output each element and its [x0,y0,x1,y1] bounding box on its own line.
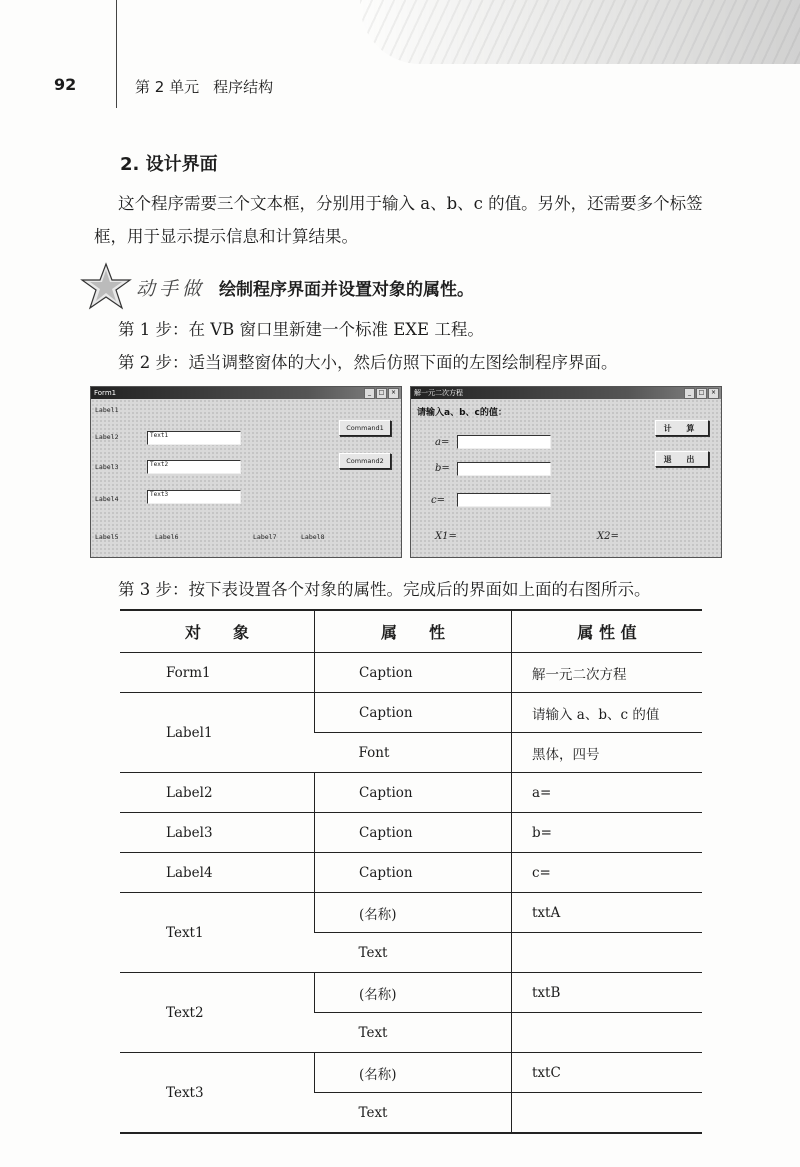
table-row [120,693,702,733]
header-decoration [360,0,800,64]
property-cell: Caption [315,693,512,733]
object-cell: Label3 [120,813,315,853]
value-cell [512,933,703,973]
activity-text: 绘制程序界面并设置对象的属性。 [219,279,475,300]
header-property: 属 性 [315,610,512,653]
close-icon[interactable]: × [708,388,719,399]
table-row [120,653,702,693]
finished-form-window [410,386,722,558]
form-design-window [90,386,402,558]
txtB-input[interactable] [457,462,551,476]
object-cell: Label4 [120,853,315,893]
label5: Label5 [95,533,119,541]
calculate-button[interactable]: 计 算 [655,420,709,436]
text2[interactable]: Text2 [147,460,241,474]
label4: Label4 [95,495,119,503]
b-label: b= [435,463,450,474]
unit-label: 第 2 单元 [135,78,200,96]
text3[interactable]: Text3 [147,490,241,504]
object-cell: Label2 [120,773,315,813]
property-cell: Caption [315,773,512,813]
label3: Label3 [95,463,119,471]
property-cell: Caption [315,813,512,853]
header-divider [116,0,117,108]
a-label: a= [435,437,450,448]
maximize-icon[interactable]: □ [376,388,387,399]
prompt-label: 请输入a、b、c的值： [417,408,507,418]
form-title: Form1 [94,389,117,397]
finished-title: 解一元二次方程 [414,389,463,397]
minimize-icon[interactable]: _ [684,388,695,399]
property-cell: (名称) [315,1053,512,1093]
value-cell: 黑体，四号 [512,733,703,773]
table-row [120,813,702,853]
table-row [120,773,702,813]
window-controls [364,388,399,399]
command2-button[interactable]: Command2 [339,453,391,469]
header-object: 对 象 [120,610,315,653]
object-cell: Label1 [120,693,315,773]
property-cell: Text [315,1013,512,1053]
value-cell: 请输入 a、b、c 的值 [512,693,703,733]
label8: Label8 [301,533,325,541]
page-number: 92 [54,75,77,94]
value-cell: 解一元二次方程 [512,653,703,693]
step-2: 第 2 步：适当调整窗体的大小，然后仿照下面的左图绘制程序界面。 [118,353,618,372]
star-icon [78,262,134,312]
object-cell: Text1 [120,893,315,973]
value-cell: txtB [512,973,703,1013]
table-row [120,853,702,893]
command1-button[interactable]: Command1 [339,420,391,436]
close-icon[interactable]: × [388,388,399,399]
object-cell: Text3 [120,1053,315,1134]
value-cell [512,1013,703,1053]
unit-title: 程序结构 [213,78,274,96]
maximize-icon[interactable]: □ [696,388,707,399]
text1[interactable]: Text1 [147,431,241,445]
property-cell: Caption [315,853,512,893]
window-controls [684,388,719,399]
label7: Label7 [253,533,277,541]
exit-button[interactable]: 退 出 [655,451,709,467]
properties-table [120,609,702,1134]
property-cell: Text [315,933,512,973]
section-title: 2. 设计界面 [120,154,218,175]
header-value: 属 性 值 [512,610,703,653]
txtC-input[interactable] [457,493,551,507]
property-cell: (名称) [315,893,512,933]
property-cell: Font [315,733,512,773]
label2: Label2 [95,433,119,441]
activity-box [78,262,474,312]
x1-label: X1= [435,531,457,542]
table-row [120,973,702,1013]
label1: Label1 [95,406,119,414]
table-row [120,893,702,933]
activity-label: 动手做 [136,277,206,300]
value-cell: b= [512,813,703,853]
step-3: 第 3 步：按下表设置各个对象的属性。完成后的界面如上面的右图所示。 [118,580,651,599]
step-1: 第 1 步：在 VB 窗口里新建一个标准 EXE 工程。 [118,320,484,339]
minimize-icon[interactable]: _ [364,388,375,399]
property-cell: (名称) [315,973,512,1013]
object-cell: Form1 [120,653,315,693]
value-cell [512,1093,703,1134]
property-cell: Text [315,1093,512,1134]
object-cell: Text2 [120,973,315,1053]
intro-paragraph: 这个程序需要三个文本框，分别用于输入 a、b、c 的值。另外，还需要多个标签框，用于显示提示信息和计算结果。 [94,194,703,246]
txtA-input[interactable] [457,435,551,449]
label6: Label6 [155,533,179,541]
finished-titlebar [411,387,721,399]
table-header-row [120,610,702,653]
form-titlebar [91,387,401,399]
x2-label: X2= [597,531,619,542]
running-header [135,76,273,97]
c-label: c= [431,495,445,506]
value-cell: c= [512,853,703,893]
value-cell: a= [512,773,703,813]
value-cell: txtC [512,1053,703,1093]
property-cell: Caption [315,653,512,693]
table-row [120,1053,702,1093]
value-cell: txtA [512,893,703,933]
